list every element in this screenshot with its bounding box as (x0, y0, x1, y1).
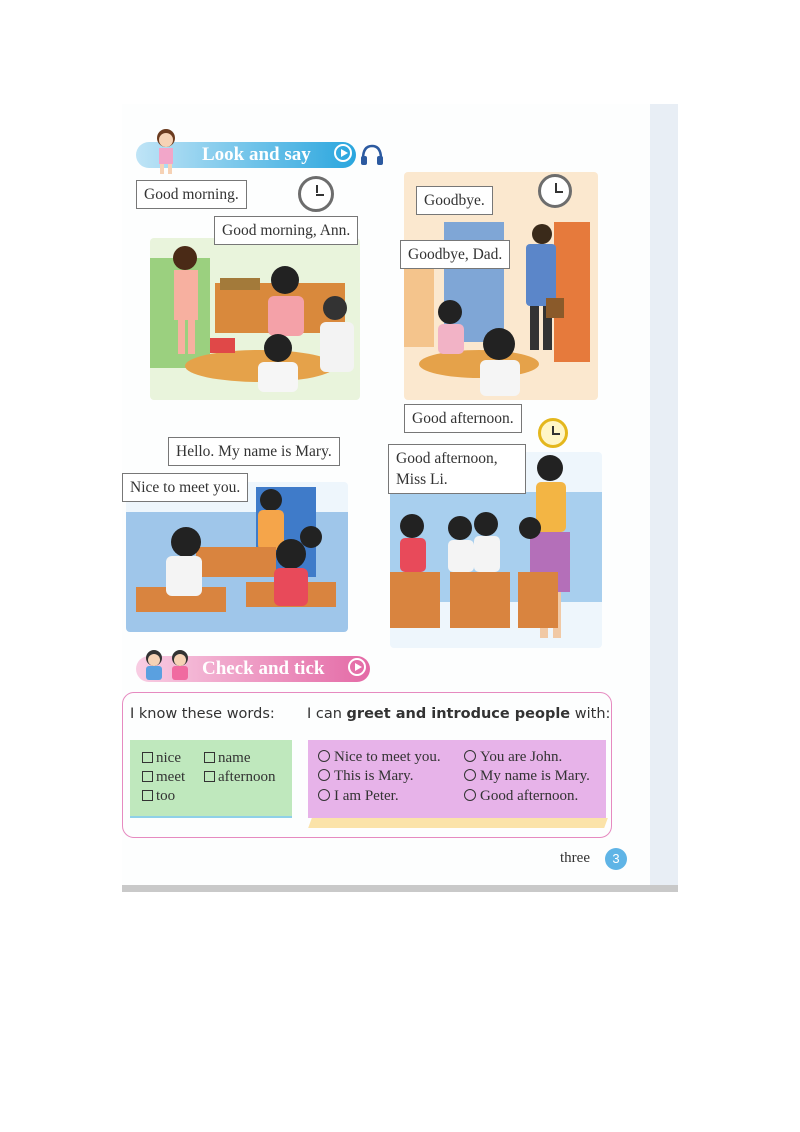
checkbox-icon[interactable] (142, 771, 153, 782)
speech-bubble (404, 404, 522, 433)
clock-icon (538, 174, 572, 208)
girl-icon (152, 128, 180, 178)
clock-icon (298, 176, 334, 212)
speech-bubble (122, 473, 248, 502)
arrow-right-icon (348, 658, 366, 676)
phrase-label: Nice to meet you. (334, 749, 441, 765)
word-checkbox-item[interactable] (142, 788, 175, 805)
bubble-text: Good afternoon, (396, 450, 498, 467)
page-edge (122, 885, 678, 892)
clock-icon (538, 418, 568, 448)
speech-bubble (400, 240, 510, 269)
radio-icon[interactable] (318, 789, 330, 801)
speech-bubble (388, 444, 526, 494)
bubble-text: Good afternoon. (412, 410, 514, 427)
phrase-radio-item[interactable] (318, 749, 441, 766)
word-label: too (156, 788, 176, 804)
phrase-radio-item[interactable] (464, 768, 590, 785)
look-and-say-title: Look and say (202, 144, 311, 165)
phrase-radio-item[interactable] (464, 749, 562, 766)
phrase-label: This is Mary. (334, 768, 414, 784)
speech-bubble (214, 216, 358, 245)
greet-prefix: I can (307, 706, 347, 722)
classroom-introduction-illustration (126, 482, 348, 632)
bubble-text: Good morning, Ann. (222, 222, 351, 239)
word-label: nice (156, 750, 181, 766)
phrase-label: My name is Mary. (480, 768, 590, 784)
phrase-radio-item[interactable] (318, 788, 399, 805)
check-and-tick-title: Check and tick (202, 658, 325, 679)
bubble-text: Nice to meet you. (130, 479, 241, 496)
bubble-text: Goodbye. (424, 192, 485, 209)
checkbox-icon[interactable] (204, 771, 215, 782)
headphones-icon (360, 144, 384, 166)
speech-bubble (136, 180, 247, 209)
children-icon (140, 646, 196, 682)
checkbox-icon[interactable] (204, 752, 215, 763)
radio-icon[interactable] (464, 750, 476, 762)
word-checkbox-item[interactable] (204, 750, 250, 767)
phrase-label: Good afternoon. (480, 788, 579, 804)
greet-heading (307, 706, 610, 722)
decorative-strip (308, 818, 608, 828)
phrase-label: I am Peter. (334, 788, 399, 804)
arrow-right-icon (334, 144, 352, 162)
radio-icon[interactable] (464, 769, 476, 781)
radio-icon[interactable] (318, 750, 330, 762)
speech-bubble (416, 186, 493, 215)
speech-bubble (168, 437, 340, 466)
greet-suffix: with: (570, 706, 611, 722)
morning-scene-illustration (150, 238, 360, 400)
word-checkbox-item[interactable] (142, 769, 185, 786)
word-label: afternoon (218, 769, 276, 785)
phrase-radio-item[interactable] (318, 768, 413, 785)
word-label: meet (156, 769, 186, 785)
checkbox-icon[interactable] (142, 752, 153, 763)
phrase-label: You are John. (480, 749, 563, 765)
radio-icon[interactable] (464, 789, 476, 801)
word-checkbox-item[interactable] (204, 769, 275, 786)
bubble-text: Miss Li. (396, 471, 448, 488)
radio-icon[interactable] (318, 769, 330, 781)
word-checkbox-item[interactable] (142, 750, 181, 767)
bubble-text: Hello. My name is Mary. (176, 443, 332, 460)
page-number-badge: 3 (605, 848, 627, 870)
words-heading: I know these words: (130, 706, 275, 722)
bubble-text: Good morning. (144, 186, 239, 203)
bubble-text: Goodbye, Dad. (408, 246, 503, 263)
phrase-radio-item[interactable] (464, 788, 578, 805)
page-word: three (560, 850, 590, 866)
greet-bold: greet and introduce people (346, 706, 571, 722)
word-label: name (218, 750, 251, 766)
checkbox-icon[interactable] (142, 790, 153, 801)
